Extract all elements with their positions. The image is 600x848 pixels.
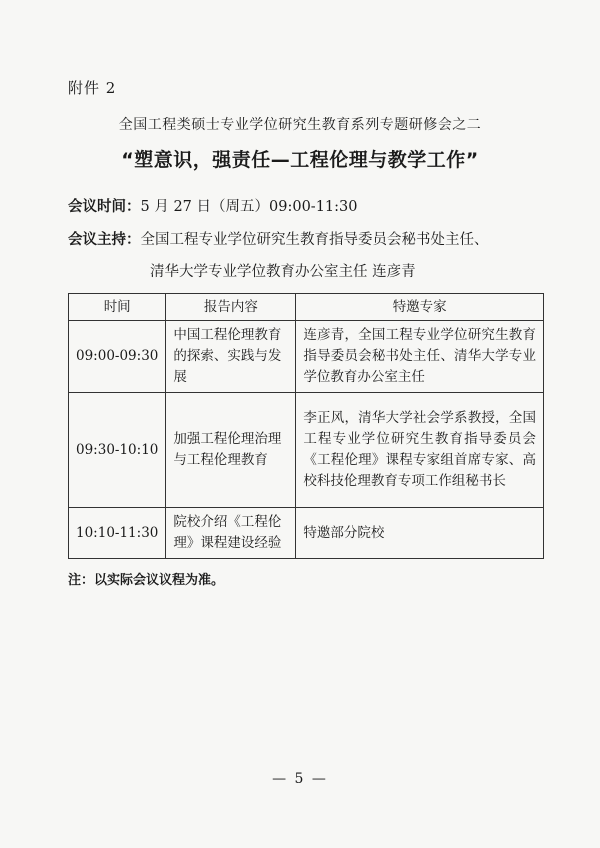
schedule-table <box>68 293 544 559</box>
meeting-time-label: 会议时间： <box>68 199 141 215</box>
agenda-note: 注：以实际会议议程为准。 <box>68 573 225 588</box>
meeting-host-line1: 全国工程专业学位研究生教育指导委员会秘书处主任、 <box>140 232 489 248</box>
header-expert: 特邀专家 <box>296 294 544 321</box>
header-time: 时间 <box>69 294 166 321</box>
attachment-label: 附件 2 <box>68 79 117 97</box>
row-expert: 连彦青，全国工程专业学位研究生教育指导委员会秘书处主任、清华大学专业学位教育办公室主任 <box>296 321 544 393</box>
table-row <box>69 393 544 508</box>
row-time: 09:30-10:10 <box>69 393 166 508</box>
row-topic: 院校介绍《工程伦理》课程建设经验 <box>166 508 296 559</box>
meeting-time-value: 5 月 27 日（周五）09:00-11:30 <box>140 199 358 215</box>
page-number: — 5 — <box>272 771 328 787</box>
event-title: “塑意识，强责任—工程伦理与教学工作” <box>121 149 479 171</box>
table-row <box>69 508 544 559</box>
meeting-host-line2: 清华大学专业学位教育办公室主任 连彦青 <box>150 264 416 280</box>
header-topic: 报告内容 <box>166 294 296 321</box>
row-expert: 特邀部分院校 <box>296 508 544 559</box>
row-time: 09:00-09:30 <box>69 321 166 393</box>
table-header-row <box>69 294 544 321</box>
meeting-host-label: 会议主持： <box>68 232 141 248</box>
row-expert: 李正风，清华大学社会学系教授，全国工程专业学位研究生教育指导委员会《工程伦理》课程专家组首席专家、高校科技伦理教育专项工作组秘书长 <box>296 393 544 508</box>
row-topic: 中国工程伦理教育的探索、实践与发展 <box>166 321 296 393</box>
table-row <box>69 321 544 393</box>
meeting-time <box>68 195 357 216</box>
meeting-host <box>68 228 489 249</box>
event-subtitle: 全国工程类硕士专业学位研究生教育系列专题研修会之二 <box>118 117 482 133</box>
row-topic: 加强工程伦理治理与工程伦理教育 <box>166 393 296 508</box>
row-time: 10:10-11:30 <box>69 508 166 559</box>
